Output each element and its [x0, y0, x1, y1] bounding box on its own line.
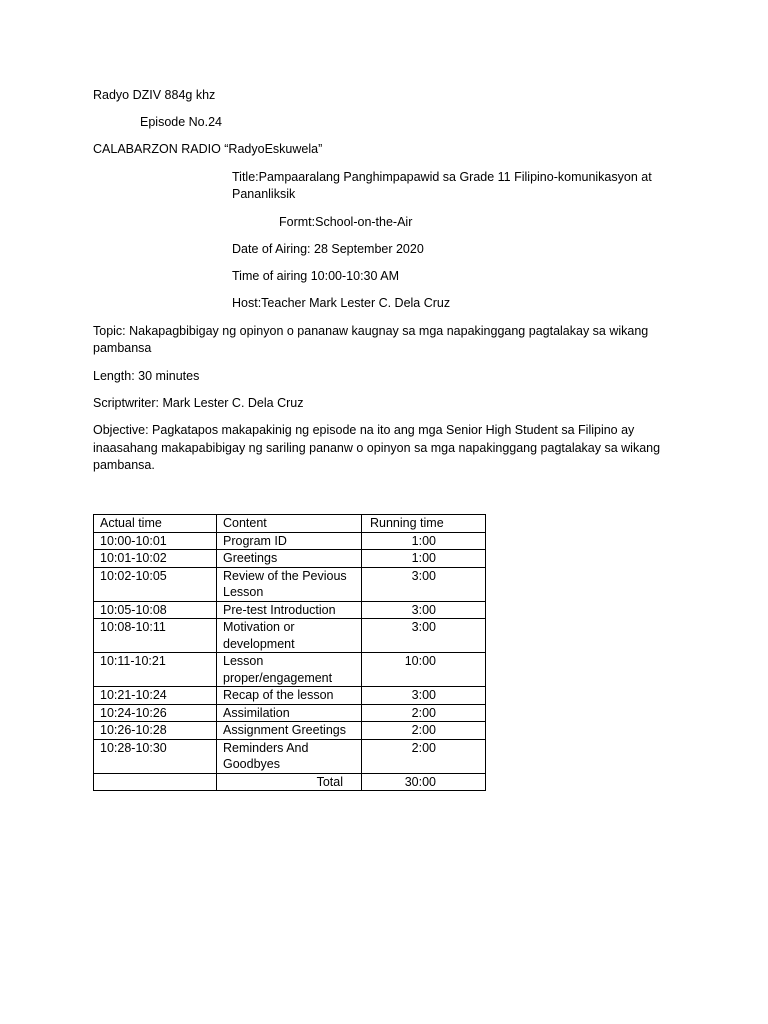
scriptwriter: Scriptwriter: Mark Lester C. Dela Cruz	[93, 396, 304, 410]
title-line-2: Pananliksik	[232, 187, 296, 201]
actual-time-cell: 10:00-10:01	[94, 532, 217, 550]
title-line-1: Title:Pampaaralang Panghimpapawid sa Grade 11 Filipino-komunikasyon at	[232, 170, 652, 184]
table-row	[94, 619, 486, 653]
schedule-table	[93, 514, 486, 791]
actual-time-cell: 10:11-10:21	[94, 653, 217, 687]
objective-line-1: Objective: Pagkatapos makapakinig ng episode na ito ang mga Senior High Student sa Filipino ay	[93, 423, 635, 437]
content-cell: Review of the Pevious Lesson	[217, 567, 362, 601]
header-running-time: Running time	[362, 515, 486, 533]
actual-time-cell: 10:24-10:26	[94, 704, 217, 722]
running-time-cell: 1:00	[362, 550, 486, 568]
running-time-cell: 10:00	[362, 653, 486, 687]
content-cell: Recap of the lesson	[217, 687, 362, 705]
actual-time-cell: 10:21-10:24	[94, 687, 217, 705]
actual-time-cell: 10:05-10:08	[94, 601, 217, 619]
table-row	[94, 704, 486, 722]
table-row	[94, 567, 486, 601]
actual-time-cell: 10:08-10:11	[94, 619, 217, 653]
content-cell: Program ID	[217, 532, 362, 550]
program-format: Formt:School-on-the-Air	[279, 215, 413, 229]
host-name: Host:Teacher Mark Lester C. Dela Cruz	[232, 296, 451, 310]
table-row	[94, 739, 486, 773]
content-cell: Assimilation	[217, 704, 362, 722]
content-cell: Reminders And Goodbyes	[217, 739, 362, 773]
objective-line-2: inaasahang makapabibigay ng sariling pananw o opinyon sa mga napakinggang pagtalakay sa wikang	[93, 441, 661, 455]
content-cell: Pre-test Introduction	[217, 601, 362, 619]
time-of-airing: Time of airing 10:00-10:30 AM	[232, 269, 399, 283]
table-row	[94, 532, 486, 550]
table-row	[94, 722, 486, 740]
episode-number: Episode No.24	[140, 115, 223, 129]
header-content: Content	[217, 515, 362, 533]
station-name: Radyo DZIV 884g khz	[93, 88, 216, 102]
running-time-cell: 3:00	[362, 567, 486, 601]
total-label: Total	[217, 773, 362, 791]
table-row	[94, 601, 486, 619]
running-time-cell: 2:00	[362, 704, 486, 722]
topic-line-1: Topic: Nakapagbibigay ng opinyon o pananaw kaugnay sa mga napakinggang pagtalakay sa wikang	[93, 324, 649, 338]
length: Length: 30 minutes	[93, 369, 200, 383]
empty-cell	[94, 773, 217, 791]
header-actual-time: Actual time	[94, 515, 217, 533]
table-total-row	[94, 773, 486, 791]
content-cell: Motivation or development	[217, 619, 362, 653]
table-row	[94, 653, 486, 687]
objective-line-3: pambansa.	[93, 458, 155, 472]
actual-time-cell: 10:01-10:02	[94, 550, 217, 568]
table-row	[94, 687, 486, 705]
actual-time-cell: 10:26-10:28	[94, 722, 217, 740]
content-cell: Lesson proper/engagement	[217, 653, 362, 687]
table-row	[94, 550, 486, 568]
running-time-cell: 2:00	[362, 722, 486, 740]
topic-line-2: pambansa	[93, 341, 152, 355]
total-value: 30:00	[362, 773, 486, 791]
running-time-cell: 3:00	[362, 619, 486, 653]
actual-time-cell: 10:02-10:05	[94, 567, 217, 601]
content-cell: Assignment Greetings	[217, 722, 362, 740]
running-time-cell: 3:00	[362, 687, 486, 705]
running-time-cell: 1:00	[362, 532, 486, 550]
running-time-cell: 3:00	[362, 601, 486, 619]
content-cell: Greetings	[217, 550, 362, 568]
date-of-airing: Date of Airing: 28 September 2020	[232, 242, 424, 256]
actual-time-cell: 10:28-10:30	[94, 739, 217, 773]
program-name: CALABARZON RADIO “RadyoEskuwela”	[93, 142, 323, 156]
table-header-row	[94, 515, 486, 533]
running-time-cell: 2:00	[362, 739, 486, 773]
